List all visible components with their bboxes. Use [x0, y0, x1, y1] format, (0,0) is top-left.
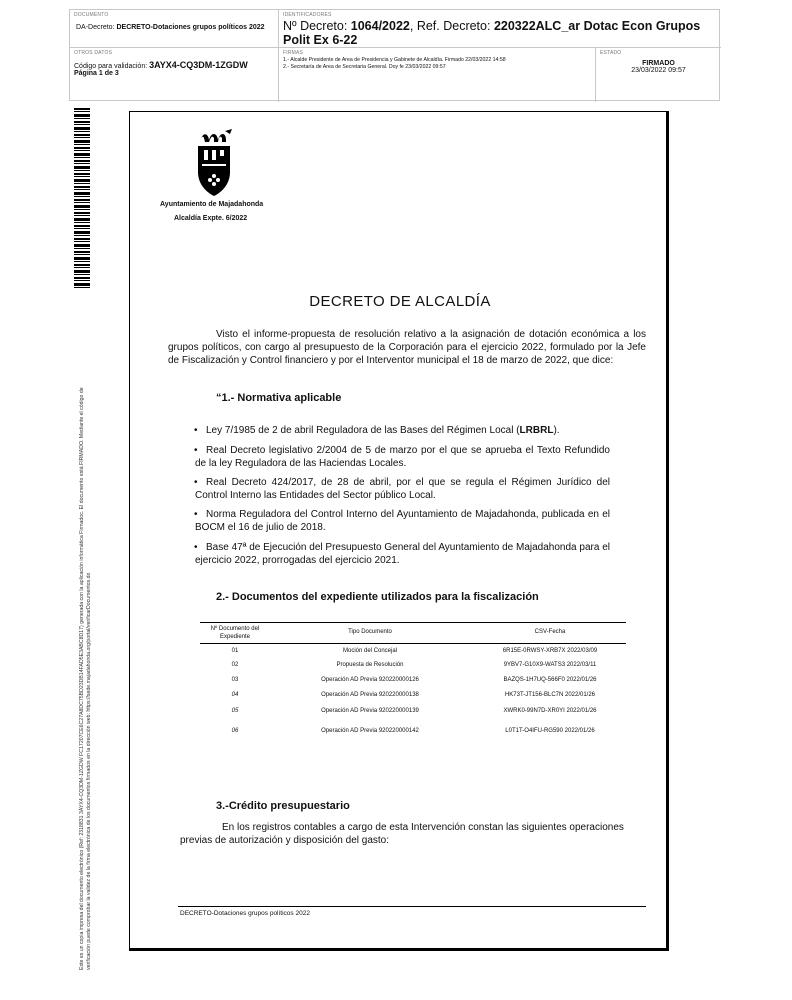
page-title: DECRETO DE ALCALDÍA [309, 293, 491, 310]
bullet-4 [195, 508, 610, 534]
table-cell-csv: 9YBV7-G10X9-WATS3 2022/03/11 [503, 662, 597, 668]
firmas-cell [279, 48, 596, 102]
table-cell-numero: 06 [231, 728, 239, 734]
coat-of-arms-logo [192, 128, 236, 198]
bullet-2-text: • Real Decreto legislativo 2/2004 de 5 de marzo por el que se aprueba el Texto Refundido de la ley Reguladora de las Haciendas Locales. [195, 445, 610, 469]
documento-name: DECRETO-Dotaciones grupos políticos 2022 [116, 24, 265, 31]
table-top-rule [200, 622, 626, 623]
table-cell-csv: HK73T-JT156-BLC7N 2022/01/26 [504, 692, 596, 698]
organization-name: Ayuntamiento de Majadahonda [160, 201, 264, 208]
expediente-label: Alcaldía Expte. 6/2022 [174, 215, 248, 222]
table-cell-numero: 01 [231, 648, 239, 654]
table-header-csv: CSV-Fecha [534, 629, 566, 635]
table-cell-tipo: Moción del Concejal [342, 648, 398, 654]
table-cell-csv: L0T1T-O4IFU-RG590 2022/01/26 [505, 728, 595, 734]
intro-paragraph: Visto el informe-propuesta de resolución relativo a la asignación de dotación económica a los grupos políticos, con cargo al presupuesto de la Corporación para el ejercicio 2022, formulado por la Jefe de Fiscalización y Control financiero y por el Interventor municipal el 18 de marzo de 2022, que dice: [168, 329, 646, 366]
firmas-caption: FIRMAS [283, 50, 304, 56]
decreto-label: Nº Decreto: [283, 19, 351, 33]
section-3-heading: 3.-Crédito presupuestario [216, 800, 350, 812]
table-cell-tipo: Propuesta de Resolución [336, 662, 404, 668]
estado-cell [596, 48, 721, 102]
estado-value: FIRMADO [642, 60, 675, 67]
bullet-5 [195, 541, 610, 567]
bullet-1-end: ). [553, 425, 560, 436]
documento-caption: DOCUMENTO [74, 12, 109, 18]
identificadores-caption: IDENTIFICADORES [283, 12, 332, 18]
bullet-2 [195, 444, 610, 470]
table-cell-numero: 04 [231, 692, 239, 698]
verification-line-1: Este es un copia impresa del documento electrónico (Ref: 2318831 3AYX4-CQ3DM-1ZGDW FC17207CE6C27A8DC75BD23DB14FAD5E3ABC8D17) generada con la aplicación informática Firmadoc. El documento está FIRMADO. Mediante el código de [79, 387, 85, 970]
bullet-1 [195, 424, 610, 437]
estado-date: 23/03/2022 09:57 [631, 67, 686, 74]
table-cell-tipo: Operación AD Previa 920220000126 [321, 677, 419, 683]
table-cell-tipo: Operación AD Previa 920220000138 [321, 692, 419, 698]
section-2-heading: 2.- Documentos del expediente utilizados para la fiscalización [216, 591, 539, 603]
codigo-label: Código para validación: [74, 63, 150, 70]
decreto-number: 1064/2022 [350, 19, 410, 33]
bullet-1-text: Ley 7/1985 de 2 de abril Reguladora de las Bases del Régimen Local ( [206, 425, 520, 436]
footer-text: DECRETO-Dotaciones grupos políticos 2022 [180, 910, 310, 917]
table-header-tipo: Tipo Documento [348, 629, 392, 635]
bullet-4-text: • Norma Reguladora del Control Interno del Ayuntamiento de Majadahonda, publicada en el BOCM el 16 de julio de 2018. [195, 509, 610, 533]
table-cell-numero: 05 [231, 708, 239, 714]
bullet-3-text: • Real Decreto 424/2017, de 28 de abril, por el que se regula el Régimen Jurídico del Control Interno las Entidades del Sector público Local. [195, 477, 610, 501]
table-cell-numero: 02 [231, 662, 239, 668]
verification-text [79, 290, 93, 970]
ref-label: , Ref. Decreto: [409, 19, 494, 33]
table-header-rule [200, 643, 626, 644]
barcode [74, 108, 90, 288]
table-cell-tipo: Operación AD Previa 920220000139 [321, 708, 419, 714]
firma-1: 1.- Alcalde Presidente de Area de Presidencia y Gabinete de Alcaldía. Firmado 22/03/2022 14:58 [283, 57, 506, 63]
section-1-heading: “1.- Normativa aplicable [216, 392, 342, 404]
credit-paragraph: En los registros contables a cargo de esta Intervención constan las siguientes operaciones previas de autorización y disposición del gasto: [180, 822, 624, 846]
pagina-label: Página 1 de 3 [74, 70, 119, 77]
documento-cell [70, 10, 279, 48]
otros-caption: OTROS DATOS [74, 50, 113, 56]
otros-datos-cell [70, 48, 279, 102]
estado-caption: ESTADO [600, 50, 622, 56]
firma-2: 2.- Secretaría de Area de Secretaria General. Doy fe 23/03/2022 09:57 [283, 64, 446, 70]
ref-value: 220322ALC_ar Dotac Econ Grupos Polit Ex 6-22 [283, 19, 701, 47]
footer-rule [178, 906, 646, 907]
table-cell-csv: XWRK0-99N7D-XR0YI 2022/01/26 [503, 708, 597, 714]
table-cell-numero: 03 [231, 677, 239, 683]
table-cell-csv: BAZQS-1H7UQ-566F0 2022/01/26 [503, 677, 597, 683]
documento-prefix: DA-Decreto: [76, 24, 117, 31]
table-cell-csv: 6R15E-0RWSY-XRB7X 2022/03/09 [502, 648, 598, 654]
identificadores-cell [279, 10, 721, 48]
table-cell-tipo: Operación AD Previa 920220000142 [321, 728, 419, 734]
verification-line-2: verificación puede comprobar la validez de la firma electrónica de los documentos firmados en la dirección web: https://sede.majadahonda.org/portal/verificarDocumentos.do [86, 572, 92, 970]
bullet-1-bold: LRBRL [519, 425, 554, 436]
bullet-5-text: • Base 47ª de Ejecución del Presupuesto General del Ayuntamiento de Majadahonda para el ejercicio 2022, prorrogadas del ejercicio 2021. [195, 542, 610, 566]
document-header [69, 9, 720, 101]
bullet-3 [195, 476, 610, 502]
table-header-numero: Nº Documento del Expediente [210, 626, 260, 640]
codigo-value: 3AYX4-CQ3DM-1ZGDW [149, 60, 248, 70]
